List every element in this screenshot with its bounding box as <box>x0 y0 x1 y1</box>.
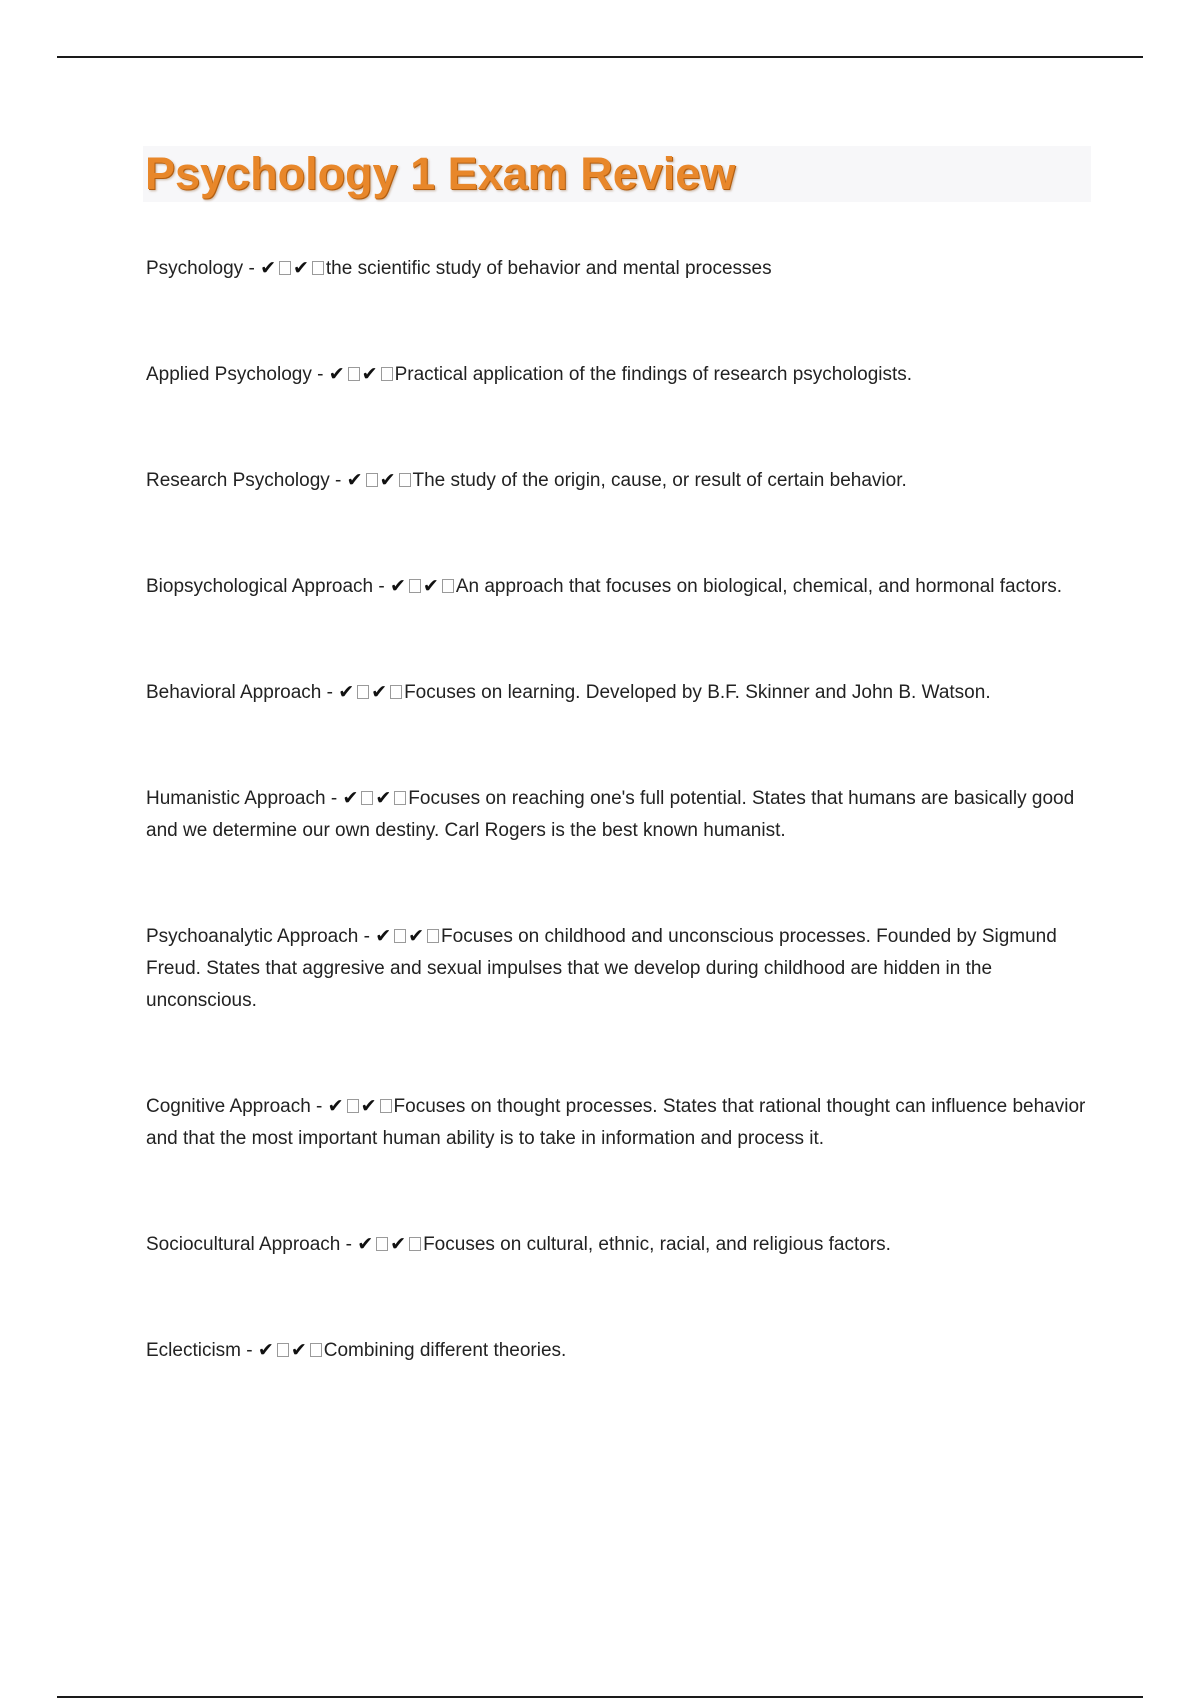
term-separator: - <box>358 926 376 947</box>
check-icon: ✔ <box>292 257 309 279</box>
entry-item <box>146 1228 1086 1261</box>
term-separator: - <box>311 364 329 385</box>
entry-definition: Focuses on learning. Developed by B.F. Skinner and John B. Watson. <box>404 682 991 703</box>
check-icon: ✔ <box>408 925 425 947</box>
entry-term: Cognitive Approach <box>146 1096 311 1117</box>
check-icon: ✔ <box>422 575 439 597</box>
entry-term: Sociocultural Approach <box>146 1234 341 1255</box>
check-icon: ✔ <box>257 1339 274 1361</box>
entry-term: Eclecticism <box>146 1340 242 1361</box>
entry-term: Humanistic Approach <box>146 788 326 809</box>
empty-box-icon <box>394 791 406 805</box>
entry-list <box>146 252 1086 1367</box>
empty-box-icon <box>361 791 373 805</box>
empty-box-icon <box>409 579 421 593</box>
empty-box-icon <box>277 1343 289 1357</box>
entry-definition: The study of the origin, cause, or result of certain behavior. <box>412 470 907 491</box>
check-icon: ✔ <box>389 575 406 597</box>
empty-box-icon <box>312 261 324 275</box>
empty-box-icon <box>381 367 393 381</box>
check-icon: ✔ <box>379 469 396 491</box>
check-icon: ✔ <box>327 1095 344 1117</box>
entry-item <box>146 676 1086 709</box>
entry-definition: Focuses on childhood and unconscious processes. Founded by Sigmund Freud. States that aggresive and sexual impulses that we develop during childhood are hidden in the unconscious. <box>146 926 1057 1011</box>
term-separator: - <box>310 1096 328 1117</box>
check-icon: ✔ <box>342 787 359 809</box>
entry-term: Psychoanalytic Approach <box>146 926 359 947</box>
entry-item <box>146 1090 1086 1155</box>
empty-box-icon <box>380 1099 392 1113</box>
term-separator: - <box>340 1234 358 1255</box>
term-separator: - <box>321 682 339 703</box>
empty-box-icon <box>390 685 402 699</box>
entry-item <box>146 920 1086 1017</box>
entry-term: Biopsychological Approach <box>146 576 374 597</box>
entry-item <box>146 1334 1086 1367</box>
empty-box-icon <box>366 473 378 487</box>
term-separator: - <box>325 788 343 809</box>
bottom-rule <box>57 1696 1143 1698</box>
page-title: Psychology 1 Exam Review <box>145 148 736 199</box>
entry-item <box>146 782 1086 847</box>
entry-item <box>146 464 1086 497</box>
check-icon: ✔ <box>360 1095 377 1117</box>
entry-term: Research Psychology <box>146 470 330 491</box>
check-icon: ✔ <box>338 681 355 703</box>
empty-box-icon <box>442 579 454 593</box>
entry-definition: Focuses on cultural, ethnic, racial, and religious factors. <box>423 1234 891 1255</box>
check-icon: ✔ <box>260 257 276 279</box>
check-icon: ✔ <box>346 469 363 491</box>
check-icon: ✔ <box>375 787 392 809</box>
check-icon: ✔ <box>375 925 392 947</box>
term-separator: - <box>243 258 261 279</box>
empty-box-icon <box>357 685 369 699</box>
check-icon: ✔ <box>290 1339 307 1361</box>
entry-definition: An approach that focuses on biological, chemical, and hormonal factors. <box>455 576 1063 597</box>
empty-box-icon <box>376 1237 388 1251</box>
empty-box-icon <box>310 1343 322 1357</box>
check-icon: ✔ <box>361 363 378 385</box>
entry-definition: Practical application of the findings of research psychologists. <box>394 364 913 385</box>
empty-box-icon <box>348 367 360 381</box>
check-icon: ✔ <box>328 363 345 385</box>
entry-term: Applied Psychology <box>146 364 312 385</box>
entry-definition: the scientific study of behavior and mental processes <box>325 258 772 279</box>
entry-definition: Combining different theories. <box>323 1340 567 1361</box>
entry-definition: Focuses on reaching one's full potential. States that humans are basically good and we determine our own destiny. Carl Rogers is the best known humanist. <box>146 788 1075 841</box>
entry-term: Behavioral Approach <box>146 682 322 703</box>
empty-box-icon <box>427 929 439 943</box>
entry-item <box>146 570 1086 603</box>
empty-box-icon <box>279 261 291 275</box>
entry-item <box>146 358 1086 391</box>
term-separator: - <box>373 576 390 597</box>
empty-box-icon <box>394 929 406 943</box>
check-icon: ✔ <box>390 1233 407 1255</box>
empty-box-icon <box>409 1237 421 1251</box>
empty-box-icon <box>399 473 411 487</box>
term-separator: - <box>329 470 347 491</box>
entry-item <box>146 252 1086 285</box>
empty-box-icon <box>347 1099 359 1113</box>
check-icon: ✔ <box>357 1233 374 1255</box>
entry-definition: Focuses on thought processes. States that rational thought can influence behavior and that the most important human ability is to take in information and process it. <box>146 1096 1086 1149</box>
top-rule <box>57 56 1143 58</box>
check-icon: ✔ <box>371 681 388 703</box>
entry-term: Psychology <box>146 258 244 279</box>
term-separator: - <box>241 1340 258 1361</box>
